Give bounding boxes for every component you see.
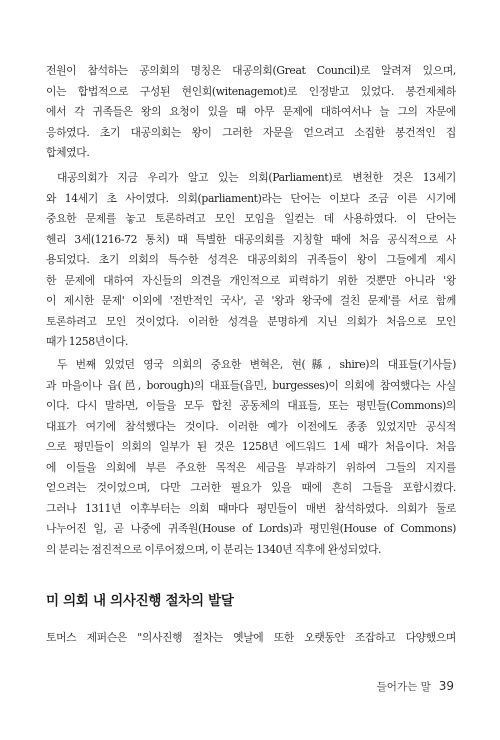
- page-number: 39: [438, 679, 454, 693]
- text-line: 에 이들을 의회에 부른 주요한 목적은 세금을 부과하기 위하여 그들의 지지를: [46, 460, 456, 474]
- section-heading: 미 의회 내 의사진행 절차의 발달: [46, 593, 234, 609]
- text-line: 한 문제에 대하여 자신들의 의견을 개인적으로 피력하기 위한 것뿐만 아니라 '왕: [46, 273, 456, 287]
- text-line: 합체였다.: [46, 146, 90, 159]
- text-line: 토머스 제퍼슨은 "의사진행 절차는 옛날에 또한 오랫동안 조잡하고 다양했으며: [46, 631, 456, 644]
- text-line: 그러나 1311년 이후부터는 의회 때마다 평민들이 매번 참석하였다. 의회가 둘로: [46, 501, 456, 515]
- text-line: 용되었다. 초기 의회의 특수한 성격은 대공의회의 귀족들이 왕이 그들에게 제시: [46, 253, 456, 266]
- text-line: 토론하려고 모인 것이었다. 이러한 성격을 분명하게 지닌 의회가 처음으로 모인: [46, 314, 456, 328]
- paragraph-3: [46, 355, 456, 560]
- text-line: 얻으려는 것이었으며, 다만 그러한 필요가 있을 때에 흔히 그들을 포함시켰다.: [46, 481, 456, 494]
- text-line: 으로 평민들이 의회의 일부가 된 것은 1258년 에드워드 1세 때가 처음이다. 처음: [46, 440, 456, 453]
- text-line: 전원이 참석하는 공의회의 명칭은 대공의회(Great Council)로 알려져 있으며,: [46, 64, 456, 77]
- paragraph-2: [46, 168, 456, 353]
- text-line: 대표가 여기에 참석했다는 것이다. 이러한 예가 이전에도 종종 있었지만 공식적: [46, 419, 456, 433]
- page-footer: [377, 679, 454, 694]
- text-line: 대공의회가 지금 우리가 알고 있는 의회(Parliament)로 변천한 것은 13세기: [57, 171, 456, 184]
- paragraph-1: [46, 61, 456, 164]
- text-line: 이 제시한 문제' 이외에 '전반적인 국사', 곧 '왕과 왕국에 걸친 문제'를 서로 함께: [46, 294, 456, 307]
- text-line: 과 마을이나 읍(邑, borough)의 대표들(읍민, burgesses)이 의회에 참여했다는 사실: [46, 378, 456, 392]
- text-line: 의 분리는 점진적으로 이루어졌으며, 이 분리는 1340년 직후에 완성되었다.: [46, 542, 382, 556]
- text-line: 두 번째 있었던 영국 의회의 중요한 변혁은, 현(縣, shire)의 대표들(기사들): [57, 358, 456, 371]
- section-paragraph: [46, 628, 456, 649]
- running-title: 들어가는 말: [376, 681, 431, 693]
- text-line: 때가 1258년이다.: [46, 335, 129, 348]
- text-line: 헨리 3세(1216-72 통치) 때 특별한 대공의회를 지칭할 때에 처음 공식적으로 사: [46, 232, 456, 246]
- text-line: 응하였다. 초기 대공의회는 왕이 그러한 자문을 얻으려고 소집한 봉건적인 집: [46, 125, 456, 139]
- text-line: 에서 각 귀족들은 왕의 요청이 있을 때 아무 문제에 대하여서나 늘 그의 자문에: [46, 105, 456, 118]
- text-line: 이는 합법적으로 구성된 현인회(witenagemot)로 인정받고 있었다. 봉건제체하: [46, 84, 456, 98]
- text-line: 중요한 문제를 놓고 토론하려고 모인 모임을 일컫는 데 사용하였다. 이 단어는: [46, 212, 456, 225]
- text-line: 나누어진 일, 곧 나중에 귀족원(House of Lords)과 평민원(House of Commons): [46, 522, 456, 535]
- text-line: 와 14세기 초 사이였다. 의회(parliament)라는 단어는 이보다 조금 이른 시기에: [46, 191, 456, 205]
- text-line: 이다. 다시 말하면, 이들을 모두 합친 공동체의 대표들, 또는 평민들(Commons)의: [46, 399, 456, 412]
